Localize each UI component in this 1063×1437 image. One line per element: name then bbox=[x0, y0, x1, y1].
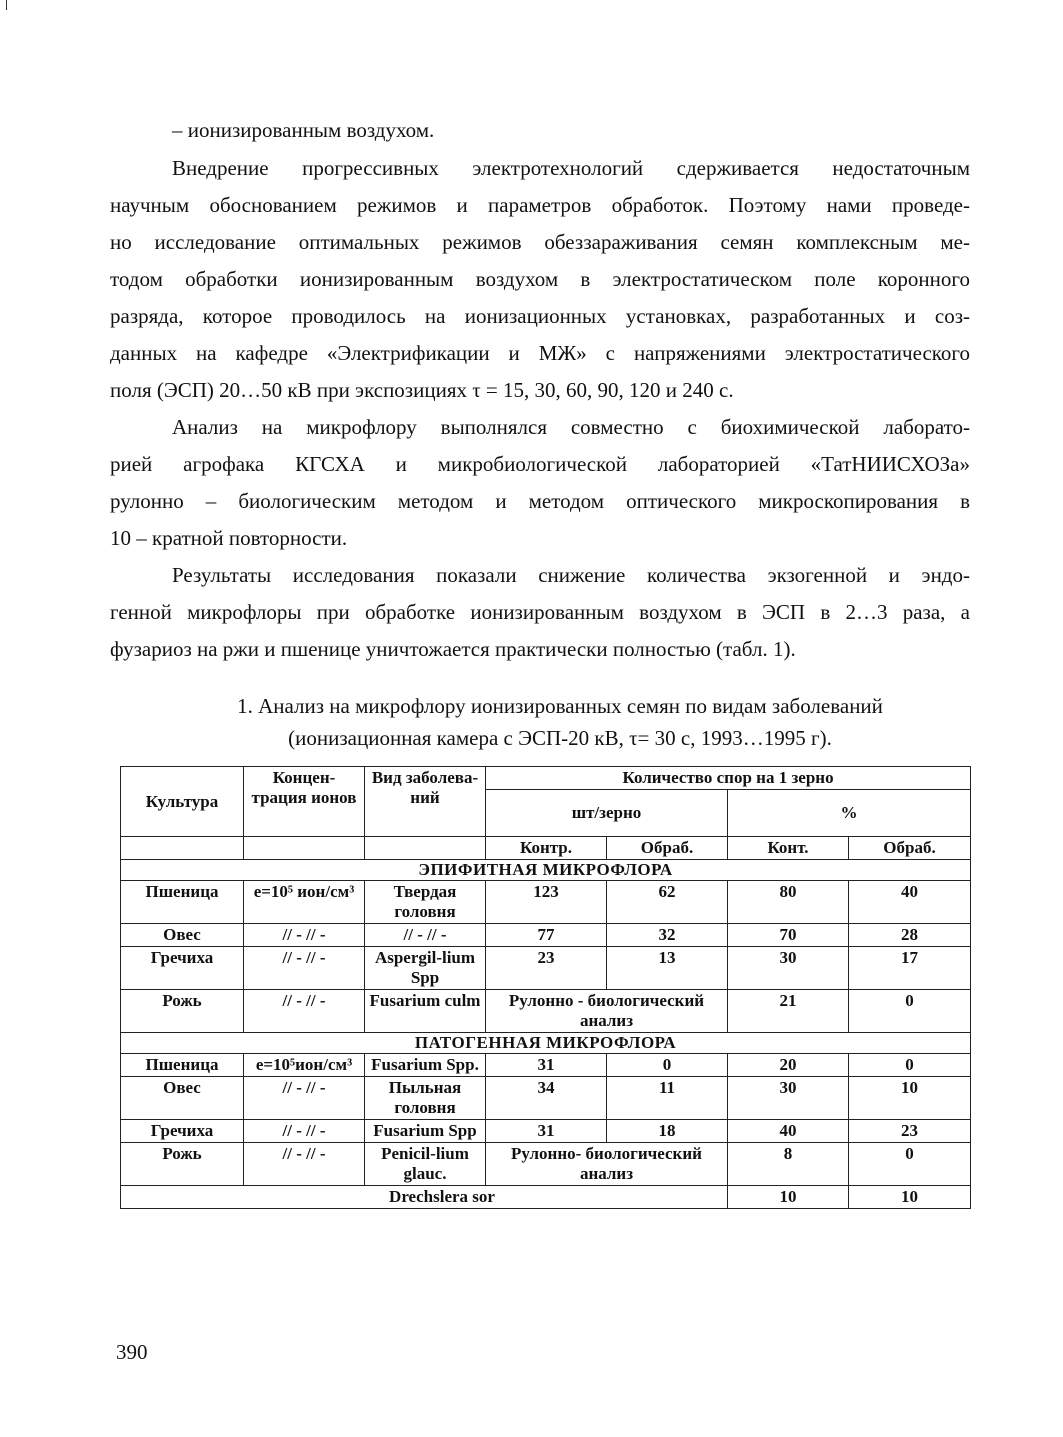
cell-treated-pct: 23 bbox=[849, 1120, 971, 1143]
table-row bbox=[121, 1054, 971, 1077]
para1-line: научным обоснованием режимов и параметров обработок. Поэтому нами проведе- bbox=[110, 193, 970, 217]
cell-disease: Fusarium Spp. bbox=[365, 1054, 486, 1077]
cell-control-pct: 40 bbox=[728, 1120, 849, 1143]
table-header-row bbox=[121, 767, 971, 790]
cell-treated-pct: 10 bbox=[849, 1077, 971, 1120]
cell-treated: 18 bbox=[607, 1120, 728, 1143]
header-treated: Обраб. bbox=[607, 837, 728, 860]
header-percent: % bbox=[728, 790, 971, 837]
para1-line: но исследование оптимальных режимов обеззараживания семян комплексным ме- bbox=[110, 230, 970, 254]
cell-concentration: e=10⁵ ион/см³ bbox=[244, 881, 365, 924]
cell-disease: Aspergil-lium Spp bbox=[365, 947, 486, 990]
cell-control-pct: 21 bbox=[728, 990, 849, 1033]
cell-control: 31 bbox=[486, 1120, 607, 1143]
cell-treated: 11 bbox=[607, 1077, 728, 1120]
table-row bbox=[121, 1077, 971, 1120]
table-caption-line2: (ионизационная камера с ЭСП-20 кВ, τ= 30 с, 1993…1995 г). bbox=[288, 726, 832, 750]
cell-disease: Твердая головня bbox=[365, 881, 486, 924]
cell-treated: 0 bbox=[607, 1054, 728, 1077]
cell-culture: Овес bbox=[121, 1077, 244, 1120]
cell-control: 34 bbox=[486, 1077, 607, 1120]
cell-treated-pct: 17 bbox=[849, 947, 971, 990]
section-row bbox=[121, 860, 971, 881]
para2-line: Анализ на микрофлору выполнялся совместно с биохимической лаборато- bbox=[172, 415, 970, 439]
cell-control: 77 bbox=[486, 924, 607, 947]
cell-culture: Рожь bbox=[121, 990, 244, 1033]
header-culture: Культура bbox=[121, 767, 244, 837]
para1-line: поля (ЭСП) 20…50 кВ при экспозициях τ = 15, 30, 60, 90, 120 и 240 с. bbox=[110, 378, 734, 402]
cell-treated: 62 bbox=[607, 881, 728, 924]
para1-line: тодом обработки ионизированным воздухом в электростатическом поле коронного bbox=[110, 267, 970, 291]
cell-disease: Пыльная головня bbox=[365, 1077, 486, 1120]
cell-treated: 32 bbox=[607, 924, 728, 947]
para1-line: данных на кафедре «Электрификации и МЖ» с напряжениями электростатического bbox=[110, 341, 970, 365]
table-row bbox=[121, 1120, 971, 1143]
cell-culture: Рожь bbox=[121, 1143, 244, 1186]
table-header-row bbox=[121, 837, 971, 860]
cell-merged-method: Рулонно - биологический анализ bbox=[486, 990, 728, 1033]
cell-control-pct: 30 bbox=[728, 947, 849, 990]
cell-disease: Fusarium Spp bbox=[365, 1120, 486, 1143]
cell-treated: 13 bbox=[607, 947, 728, 990]
cell-treated-pct: 28 bbox=[849, 924, 971, 947]
cell-treated-pct: 0 bbox=[849, 990, 971, 1033]
cell-merged-method: Рулонно- биологический анализ bbox=[486, 1143, 728, 1186]
table-row bbox=[121, 1143, 971, 1186]
para1-line: Внедрение прогрессивных электротехнологий сдерживается недостаточным bbox=[172, 156, 970, 180]
table-row bbox=[121, 924, 971, 947]
cell-disease: Fusarium culm bbox=[365, 990, 486, 1033]
table-row bbox=[121, 990, 971, 1033]
scan-mark bbox=[6, 0, 7, 10]
cell-concentration: // - // - bbox=[244, 1077, 365, 1120]
table-row bbox=[121, 881, 971, 924]
table-last-row bbox=[121, 1186, 971, 1209]
page-number: 390 bbox=[116, 1340, 148, 1364]
header-control: Контр. bbox=[486, 837, 607, 860]
cell-disease: // - // - bbox=[365, 924, 486, 947]
cell-control: 31 bbox=[486, 1054, 607, 1077]
cell-treated-pct: 0 bbox=[849, 1143, 971, 1186]
cell-control-pct: 80 bbox=[728, 881, 849, 924]
header-disease: Вид заболева-ний bbox=[365, 767, 486, 837]
cell-control-pct: 70 bbox=[728, 924, 849, 947]
para3-line: фузариоз на ржи и пшенице уничтожается практически полностью (табл. 1). bbox=[110, 637, 796, 661]
section-epiphytic: ЭПИФИТНАЯ МИКРОФЛОРА bbox=[121, 860, 971, 881]
header-spore-count: Количество спор на 1 зерно bbox=[486, 767, 971, 790]
cell-concentration: // - // - bbox=[244, 1143, 365, 1186]
microflora-table bbox=[120, 766, 971, 1209]
cell-drechslera-v1: 10 bbox=[728, 1186, 849, 1209]
para2-line: рией агрофака КГСХА и микробиологической лабораторией «ТатНИИСХОЗа» bbox=[110, 452, 970, 476]
para2-line: рулонно – биологическим методом и методом оптического микроскопирования в bbox=[110, 489, 970, 513]
header-pcs-per-grain: шт/зерно bbox=[486, 790, 728, 837]
cell-control-pct: 20 bbox=[728, 1054, 849, 1077]
para2-line: 10 – кратной повторности. bbox=[110, 526, 348, 550]
cell-concentration: // - // - bbox=[244, 1120, 365, 1143]
empty-cell bbox=[365, 837, 486, 860]
empty-cell bbox=[244, 837, 365, 860]
cell-treated-pct: 40 bbox=[849, 881, 971, 924]
cell-control: 123 bbox=[486, 881, 607, 924]
cell-drechslera-v2: 10 bbox=[849, 1186, 971, 1209]
table-caption-line1: 1. Анализ на микрофлору ионизированных семян по видам заболеваний bbox=[237, 694, 883, 718]
cell-concentration: e=10⁵ион/см³ bbox=[244, 1054, 365, 1077]
cell-control-pct: 30 bbox=[728, 1077, 849, 1120]
cell-drechslera-label: Drechslera sor bbox=[121, 1186, 728, 1209]
empty-cell bbox=[121, 837, 244, 860]
cell-culture: Пшеница bbox=[121, 1054, 244, 1077]
section-row bbox=[121, 1033, 971, 1054]
para3-line: Результаты исследования показали снижение количества экзогенной и эндо- bbox=[172, 563, 970, 587]
header-treated-pct: Обраб. bbox=[849, 837, 971, 860]
cell-concentration: // - // - bbox=[244, 947, 365, 990]
cell-disease: Penicil-lium glauc. bbox=[365, 1143, 486, 1186]
intro-line: – ионизированным воздухом. bbox=[172, 118, 435, 142]
table-row bbox=[121, 947, 971, 990]
para3-line: генной микрофлоры при обработке ионизированным воздухом в ЭСП в 2…3 раза, а bbox=[110, 600, 970, 624]
cell-control: 23 bbox=[486, 947, 607, 990]
section-pathogenic: ПАТОГЕННАЯ МИКРОФЛОРА bbox=[121, 1033, 971, 1054]
para1-line: разряда, которое проводилось на ионизационных установках, разработанных и соз- bbox=[110, 304, 970, 328]
cell-culture: Овес bbox=[121, 924, 244, 947]
header-control-pct: Конт. bbox=[728, 837, 849, 860]
cell-concentration: // - // - bbox=[244, 924, 365, 947]
cell-concentration: // - // - bbox=[244, 990, 365, 1033]
cell-treated-pct: 0 bbox=[849, 1054, 971, 1077]
cell-control-pct: 8 bbox=[728, 1143, 849, 1186]
header-concentration: Концен-трация ионов bbox=[244, 767, 365, 837]
cell-culture: Пшеница bbox=[121, 881, 244, 924]
cell-culture: Гречиха bbox=[121, 947, 244, 990]
cell-culture: Гречиха bbox=[121, 1120, 244, 1143]
